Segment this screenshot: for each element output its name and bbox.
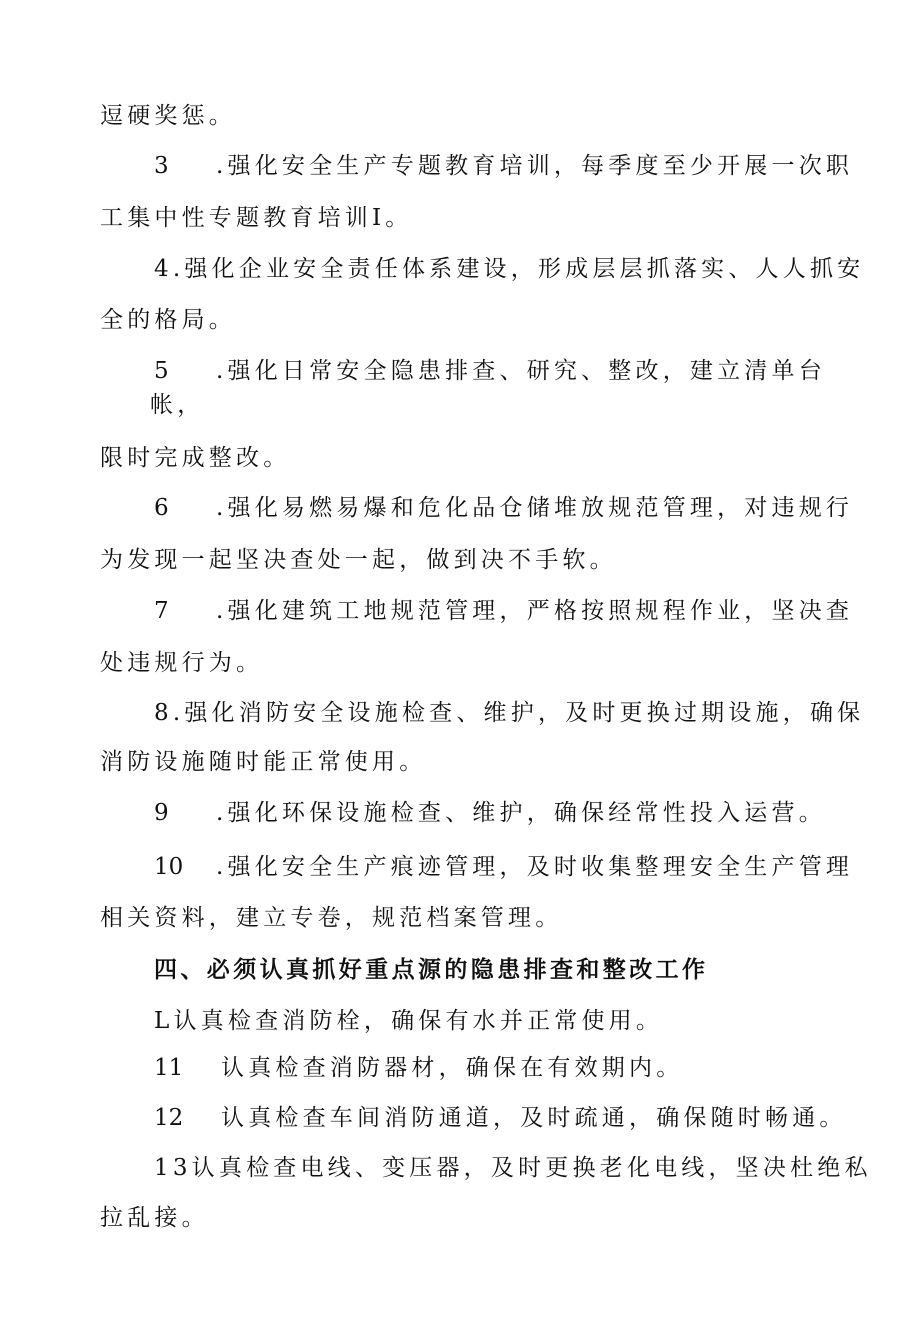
paragraph-line: 限时完成整改。 (100, 445, 291, 471)
list-item-text: .强化安全生产痕迹管理，及时收集整理安全生产管理 (216, 854, 854, 880)
paragraph-line: 拉乱接。 (100, 1205, 209, 1231)
list-item-text: 13认真检查电线、变压器，及时更换老化电线，坚决杜绝私 (154, 1155, 872, 1181)
paragraph-line: 消防设施随时能正常使用。 (100, 749, 427, 775)
list-item-text: 4.强化企业安全责任体系建设，形成层层抓落实、人人抓安 (154, 256, 865, 282)
item-number: 7 (154, 598, 169, 624)
item-number: 6 (154, 495, 169, 521)
paragraph-line: 工集中性专题教育培训I。 (100, 205, 413, 231)
paragraph-line: 全的格局。 (100, 307, 236, 333)
item-number: 5 (154, 358, 169, 384)
list-item-text: 8.强化消防安全设施检查、维护，及时更换过期设施，确保 (154, 700, 865, 726)
paragraph-line: 为发现一起坚决查处一起，做到决不手软。 (100, 547, 617, 573)
item-number: 11 (154, 1055, 184, 1081)
paragraph-line: 逗硬奖惩。 (100, 103, 236, 129)
item-number: 12 (154, 1105, 184, 1131)
item-number: 3 (154, 153, 169, 179)
list-item-text: .强化环保设施检查、维护，确保经常性投入运营。 (216, 800, 826, 826)
item-number: 9 (154, 800, 169, 826)
list-item-text: .强化建筑工地规范管理，严格按照规程作业，坚决查 (216, 598, 854, 624)
list-item-text: .强化易燃易爆和危化品仓储堆放规范管理，对违规行 (216, 495, 854, 521)
list-item-text: 认真检查车间消防通道，及时疏通，确保随时畅通。 (221, 1105, 847, 1131)
paragraph-line: 相关资料，建立专卷，规范档案管理。 (100, 905, 563, 931)
list-item-text: L认真检查消防栓，确保有水并正常使用。 (154, 1008, 664, 1034)
list-item-text: .强化日常安全隐患排查、研究、整改，建立清单台 (216, 358, 826, 384)
list-item-text: .强化安全生产专题教育培训，每季度至少开展一次职 (216, 153, 854, 179)
section-heading: 四、必须认真抓好重点源的隐患排查和整改工作 (154, 957, 709, 983)
paragraph-line: 处违规行为。 (100, 650, 264, 676)
item-number: 10 (154, 854, 184, 880)
paragraph-line: 帐， (150, 392, 205, 418)
list-item-text: 认真检查消防器材，确保在有效期内。 (221, 1055, 684, 1081)
